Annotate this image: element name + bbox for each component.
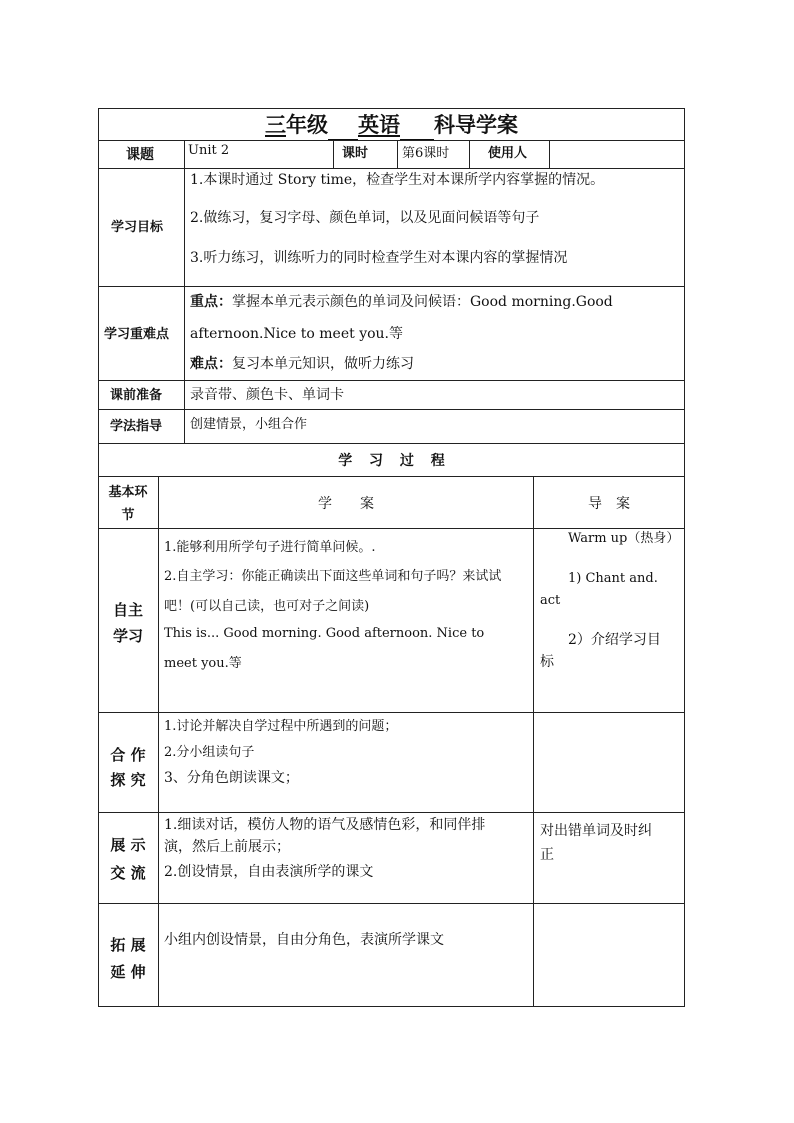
explore-line: 3、分角色朗读课文；	[164, 770, 299, 786]
goals-label: 学习目标	[111, 220, 164, 235]
row-divider	[98, 712, 685, 713]
method-value: 创建情景，小组合作	[190, 417, 308, 432]
show-guide-line: 正	[540, 847, 554, 863]
row-divider	[98, 168, 685, 169]
row-divider	[98, 286, 685, 287]
process-heading: 学 习 过 程	[338, 453, 445, 469]
topic-value: Unit 2	[188, 143, 230, 158]
explore-line: 1.讨论并解决自学过程中所遇到的问题；	[164, 719, 398, 734]
title-subject: 英语	[358, 112, 400, 137]
col-divider	[333, 140, 334, 168]
focus-line	[190, 292, 613, 312]
keypoints-label: 学习重难点	[104, 327, 170, 342]
show-line: 2.创设情景，自由表演所学的课文	[164, 864, 374, 880]
self-study-label-2: 学习	[112, 627, 143, 645]
row-divider	[98, 409, 685, 410]
row-divider	[98, 140, 685, 141]
col-divider	[158, 476, 159, 1006]
focus-line-2: afternoon.Nice to meet you.等	[190, 326, 404, 342]
show-line: 1.细读对话，模仿人物的语气及感情色彩，和同伴排	[164, 817, 486, 833]
row-divider	[98, 903, 685, 904]
extend-label-2: 延 伸	[110, 963, 146, 981]
explore-label-1: 合 作	[110, 746, 146, 764]
col-plan: 学 案	[318, 496, 374, 512]
explore-line: 2.分小组读句子	[164, 745, 255, 760]
focus-label: 重点：	[190, 294, 232, 310]
title-grade: 三	[265, 112, 286, 137]
col-divider	[184, 140, 185, 443]
self-study-label-1: 自主	[112, 601, 143, 619]
col-divider	[533, 476, 534, 1006]
self-study-line: This is... Good morning. Good afternoon. Nice to	[164, 626, 485, 641]
guide-line: 2）介绍学习目	[568, 632, 661, 648]
prep-label: 课前准备	[110, 388, 163, 403]
goal-item: 2.做练习，复习字母、颜色单词，以及见面问候语等句子	[190, 210, 540, 226]
difficulty-line	[190, 354, 414, 374]
guide-line: Warm up（热身）	[568, 531, 680, 546]
difficulty-text: 复习本单元知识，做听力练习	[232, 356, 414, 372]
topic-label: 课题	[126, 147, 154, 163]
show-label-2: 交 流	[110, 864, 146, 882]
difficulty-label: 难点：	[190, 356, 232, 372]
self-study-line: meet you.等	[164, 656, 242, 671]
goal-item: 1.本课时通过 Story time，检查学生对本课所学内容掌握的情况。	[190, 172, 605, 188]
col-stage-line2: 节	[121, 508, 135, 523]
row-divider	[98, 528, 685, 529]
guide-line: 标	[540, 654, 554, 670]
extend-label-1: 拓 展	[110, 936, 146, 954]
guide-line: 1) Chant and.	[568, 571, 658, 586]
goal-item: 3.听力练习，训练听力的同时检查学生对本课内容的掌握情况	[190, 250, 568, 266]
explore-label-2: 探 究	[110, 771, 146, 789]
lesson-value: 第6课时	[402, 146, 450, 161]
col-divider	[469, 140, 470, 168]
prep-value: 录音带、颜色卡、单词卡	[190, 387, 344, 403]
col-divider	[549, 140, 550, 168]
show-label-1: 展 示	[110, 836, 146, 854]
user-label: 使用人	[488, 146, 528, 161]
col-stage-line1: 基本环	[108, 485, 148, 500]
extend-text: 小组内创设情景，自由分角色，表演所学课文	[164, 932, 444, 948]
method-label: 学法指导	[110, 419, 163, 434]
title-grade-suffix: 年级	[286, 112, 328, 137]
col-guide: 导 案	[588, 496, 630, 512]
focus-text: 掌握本单元表示颜色的单词及问候语：Good morning.Good	[232, 294, 613, 310]
title-suffix: 科导学案	[434, 112, 518, 137]
show-line: 演，然后上前展示；	[164, 839, 290, 855]
row-divider	[98, 443, 685, 444]
guide-line: act	[540, 593, 561, 608]
show-guide-line: 对出错单词及时纠	[540, 823, 652, 839]
row-divider	[98, 476, 685, 477]
row-divider	[98, 380, 685, 381]
self-study-line: 2.自主学习：你能正确读出下面这些单词和句子吗？来试试	[164, 569, 502, 584]
row-divider	[98, 812, 685, 813]
lesson-label: 课时	[342, 146, 369, 161]
self-study-line: 1.能够利用所学句子进行简单问候。.	[164, 540, 376, 555]
self-study-line: 吧！(可以自己读，也可对子之间读)	[164, 599, 370, 614]
col-divider	[397, 140, 398, 168]
